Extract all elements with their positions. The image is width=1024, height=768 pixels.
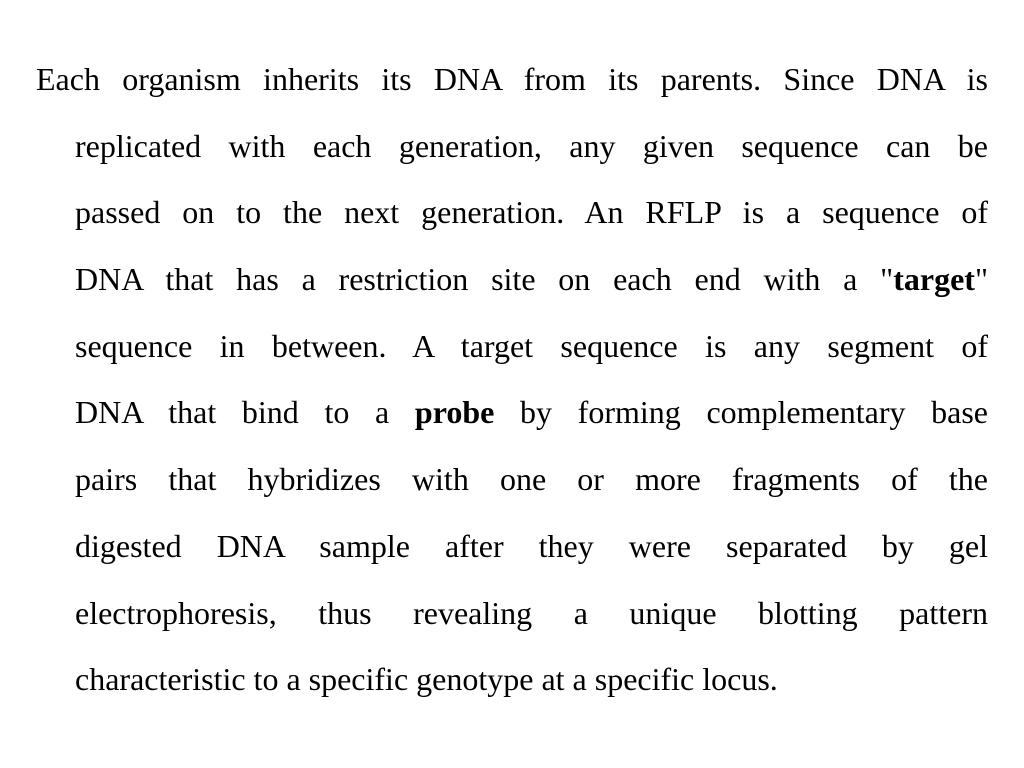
line-4-post: " [974,261,988,298]
line-6-post: by forming complementary base [494,394,989,431]
line-6-text [75,379,988,446]
keyword-target: target [893,261,975,298]
text-line-5 [36,313,988,380]
text-line-7 [36,446,988,513]
text-line-3 [36,179,988,246]
line-6-pre: DNA that bind to a [75,394,415,431]
line-1-text: Each organism inherits its DNA from its parents. Since DNA is [36,61,988,97]
line-3-text: passed on to the next generation. An RFLP is a sequence of [75,194,988,231]
line-7-text: pairs that hybridizes with one or more fragments of the [75,461,988,498]
text-line-9 [36,580,988,647]
body-paragraph [36,46,988,713]
text-line-2 [36,113,988,180]
line-2-text: replicated with each generation, any given sequence can be [75,127,988,164]
line-9-text: electrophoresis, thus revealing a unique blotting pattern [75,594,988,631]
text-line-8 [36,513,988,580]
keyword-probe: probe [414,394,495,431]
text-line-1 [36,46,988,113]
line-5-text: sequence in between. A target sequence is any segment of [75,327,988,364]
line-4-pre: DNA that has a restriction site on each end with a " [75,261,894,298]
line-10-text: characteristic to a specific genotype at a specific locus. [75,661,778,698]
text-line-10 [36,646,988,713]
line-8-text: digested DNA sample after they were separated by gel [75,527,988,564]
text-line-6 [36,379,988,446]
line-4-text [75,246,988,313]
text-line-4 [36,246,988,313]
